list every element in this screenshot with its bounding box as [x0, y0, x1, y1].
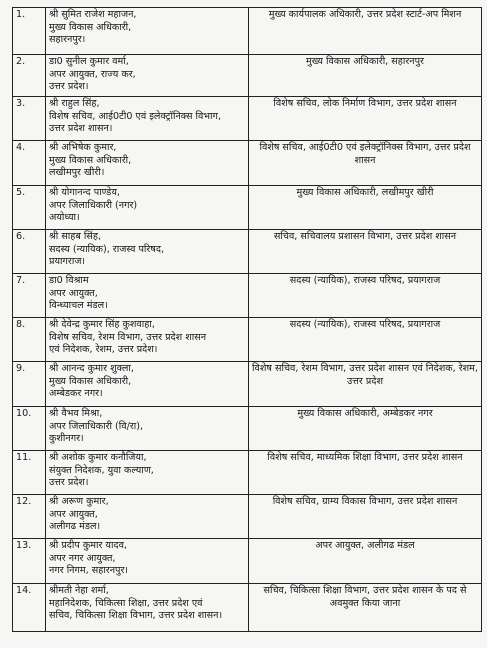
new-posting: मुख्य विकास अधिकारी, लखीमपुर खीरी — [249, 186, 482, 230]
serial-number: 10. — [13, 407, 46, 451]
table-row — [13, 495, 482, 539]
officer-line: सहारनपुर। — [49, 34, 86, 45]
new-posting: विशेष सचिव, ग्राम्य विकास विभाग, उत्तर प्रदेश शासन — [249, 495, 482, 539]
new-posting: सचिव, सचिवालय प्रशासन विभाग, उत्तर प्रदेश शासन — [249, 230, 482, 274]
table-row — [13, 451, 482, 495]
table-row — [13, 141, 482, 186]
officer-line: अपर नगर आयुक्त, — [49, 552, 116, 564]
officer-line: अम्बेडकर नगर। — [49, 388, 103, 399]
officer-line: श्री राहुल सिंह, — [49, 98, 100, 109]
new-posting: मुख्य कार्यपालक अधिकारी, उत्तर प्रदेश स्टार्ट-अप मिशन — [249, 8, 482, 55]
new-posting: सचिव, चिकित्सा शिक्षा विभाग, उत्तर प्रदेश शासन के पद से अवमुक्त किया जाना — [249, 584, 482, 632]
officer-details — [46, 539, 249, 584]
transfer-table — [12, 7, 482, 632]
new-posting: मुख्य विकास अधिकारी, सहारनपुर — [249, 55, 482, 97]
officer-details — [46, 97, 249, 141]
table-row — [13, 407, 482, 451]
officer-details — [46, 584, 249, 632]
serial-number: 4. — [13, 141, 46, 186]
officer-line: श्री देवेन्द्र कुमार सिंह कुशवाहा, — [49, 319, 155, 330]
new-posting: सदस्य (न्यायिक), राजस्व परिषद, प्रयागराज — [249, 318, 482, 362]
officer-details — [46, 451, 249, 495]
officer-line: श्री अशोक कुमार कनौजिया, — [49, 452, 147, 463]
table-row — [13, 539, 482, 584]
serial-number: 6. — [13, 230, 46, 274]
officer-line: विन्ध्याचल मंडल। — [49, 300, 108, 311]
table-row — [13, 230, 482, 274]
officer-line: श्री योगानन्द पाण्डेय, — [49, 187, 120, 198]
serial-number: 12. — [13, 495, 46, 539]
officer-line: सदस्य (न्यायिक), राजस्व परिषद, — [49, 243, 164, 255]
officer-line: उत्तर प्रदेश। — [49, 477, 89, 488]
officer-line: डा0 विश्राम — [49, 275, 89, 286]
table-row — [13, 97, 482, 141]
serial-number: 14. — [13, 584, 46, 632]
officer-line: नगर निगम, सहारनपुर। — [49, 565, 129, 576]
officer-line: अपर जिलाधिकारी (नगर) — [49, 199, 138, 211]
officer-line: एवं निदेशक, रेशम, उत्तर प्रदेश। — [49, 344, 158, 355]
serial-number: 9. — [13, 362, 46, 407]
new-posting: विशेष सचिव, रेशम विभाग, उत्तर प्रदेश शासन एवं निदेशक, रेशम, उत्तर प्रदेश — [249, 362, 482, 407]
officer-line: संयुक्त निदेशक, युवा कल्याण, — [49, 464, 154, 476]
serial-number: 5. — [13, 186, 46, 230]
serial-number: 2. — [13, 55, 46, 97]
officer-line: श्री सुमित राजेश महाजन, — [49, 9, 137, 20]
officer-line: अपर आयुक्त, राज्य कर, — [49, 68, 136, 80]
officer-line: अलीगढ मंडल। — [49, 521, 101, 532]
officer-line: विशेष सचिव, आई0टी0 एवं इलेक्ट्रॉनिक्स विभाग, — [49, 110, 221, 122]
table-row — [13, 55, 482, 97]
officer-details — [46, 318, 249, 362]
table-row — [13, 318, 482, 362]
table-row — [13, 274, 482, 318]
officer-line: मुख्य विकास अधिकारी, — [49, 375, 132, 387]
officer-line: महानिदेशक, चिकित्सा शिक्षा, उत्तर प्रदेश एवं — [49, 597, 203, 609]
officer-line: विशेष सचिव, रेशम विभाग, उत्तर प्रदेश शासन — [49, 331, 207, 343]
officer-line: अपर आयुक्त, — [49, 287, 98, 299]
officer-line: श्री अभिषेक कुमार, — [49, 142, 117, 153]
officer-line: मुख्य विकास अधिकारी, — [49, 154, 132, 166]
officer-line: श्री वैभव मिश्रा, — [49, 408, 103, 419]
new-posting: विशेष सचिव, लोक निर्माण विभाग, उत्तर प्रदेश शासन — [249, 97, 482, 141]
officer-details — [46, 8, 249, 55]
serial-number: 8. — [13, 318, 46, 362]
new-posting: अपर आयुक्त, अलीगढ मंडल — [249, 539, 482, 584]
officer-details — [46, 362, 249, 407]
officer-line: कुशीनगर। — [49, 433, 84, 444]
officer-details — [46, 141, 249, 186]
officer-line: मुख्य विकास अधिकारी, — [49, 21, 132, 33]
officer-details — [46, 55, 249, 97]
officer-line: श्री अरूण कुमार, — [49, 496, 109, 507]
officer-details — [46, 274, 249, 318]
officer-line: अयोध्या। — [49, 212, 80, 223]
new-posting: विशेष सचिव, आई0टी0 एवं इलेक्ट्रॉनिक्स विभाग, उत्तर प्रदेश शासन — [249, 141, 482, 186]
officer-details — [46, 186, 249, 230]
serial-number: 1. — [13, 8, 46, 55]
table-row — [13, 186, 482, 230]
new-posting: विशेष सचिव, माध्यमिक शिक्षा विभाग, उत्तर प्रदेश शासन — [249, 451, 482, 495]
officer-details — [46, 495, 249, 539]
new-posting: मुख्य विकास अधिकारी, अम्बेडकर नगर — [249, 407, 482, 451]
officer-line: सचिव, चिकित्सा शिक्षा विभाग, उत्तर प्रदेश शासन। — [49, 610, 223, 621]
officer-line: अपर आयुक्त, — [49, 508, 98, 520]
officer-line: लखीमपुर खीरी। — [49, 167, 105, 178]
officer-line: उत्तर प्रदेश। — [49, 81, 89, 92]
table-row — [13, 584, 482, 632]
officer-details — [46, 407, 249, 451]
serial-number: 13. — [13, 539, 46, 584]
serial-number: 3. — [13, 97, 46, 141]
officer-line: अपर जिलाधिकारी (वि/रा), — [49, 420, 144, 432]
new-posting: सदस्य (न्यायिक), राजस्व परिषद, प्रयागराज — [249, 274, 482, 318]
officer-line: डा0 सुनील कुमार वर्मा, — [49, 56, 129, 67]
officer-line: श्री आनन्द कुमार शुक्ला, — [49, 363, 134, 374]
serial-number: 7. — [13, 274, 46, 318]
officer-line: श्री प्रदीप कुमार यादव, — [49, 540, 127, 551]
table-body — [13, 8, 482, 632]
officer-line: श्रीमती नेहा शर्मा, — [49, 585, 109, 596]
table-row — [13, 362, 482, 407]
serial-number: 11. — [13, 451, 46, 495]
officer-line: उत्तर प्रदेश शासन। — [49, 123, 113, 134]
officer-details — [46, 230, 249, 274]
officer-line: श्री साहब सिंह, — [49, 231, 102, 242]
officer-line: प्रयागराज। — [49, 256, 86, 267]
table-row — [13, 8, 482, 55]
